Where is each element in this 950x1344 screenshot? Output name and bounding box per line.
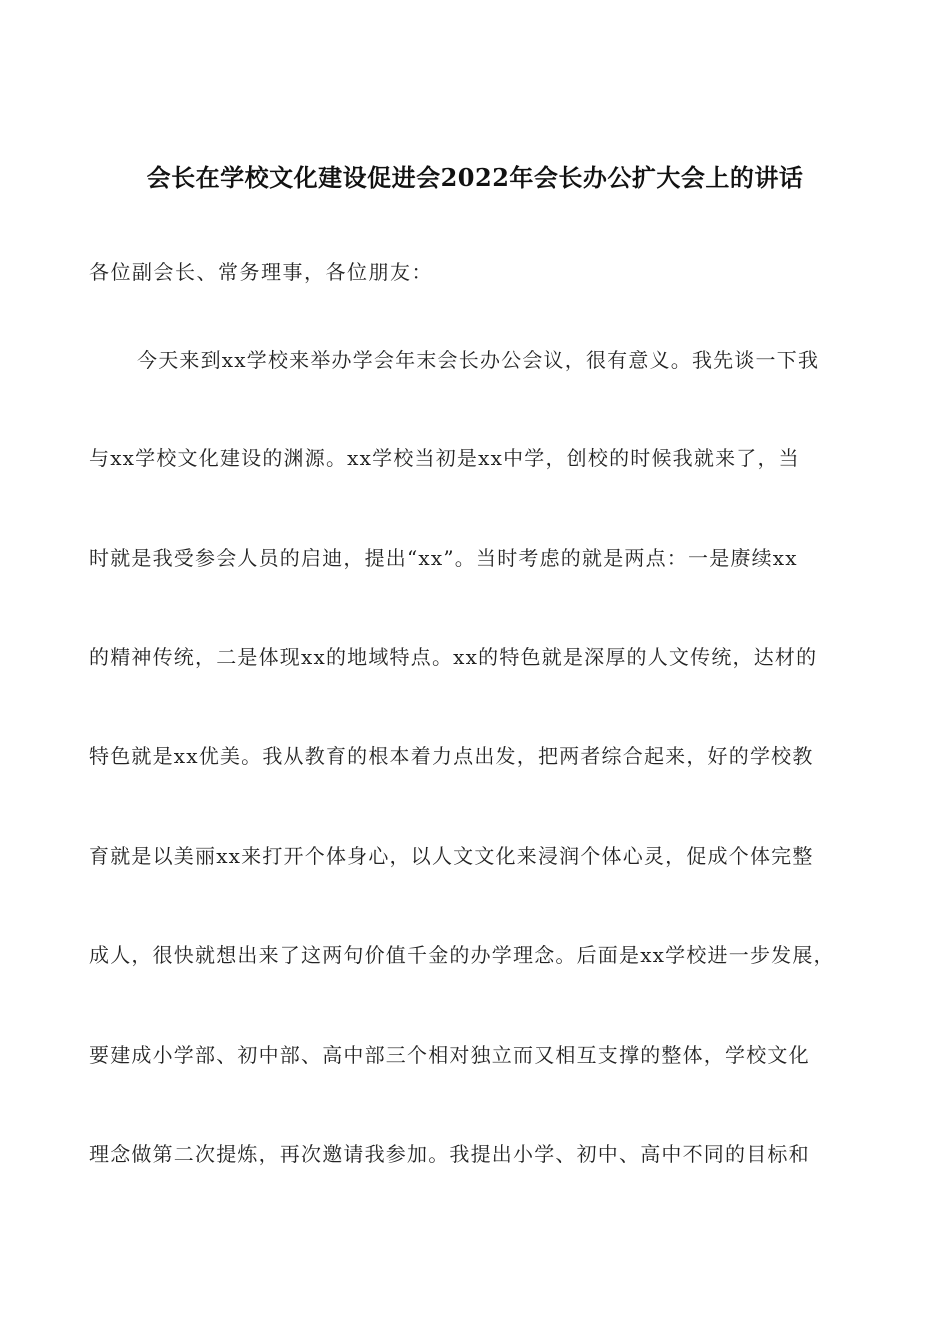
paragraph-line: 时就是我受参会人员的启迪，提出“xx”。当时考虑的就是两点：一是赓续xx xyxy=(89,546,798,570)
document-title: 会长在学校文化建设促进会2022年会长办公扩大会上的讲话 xyxy=(146,163,804,192)
paragraph-line: 与xx学校文化建设的渊源。xx学校当初是xx中学，创校的时候我就来了，当 xyxy=(89,446,800,470)
paragraph-line: 要建成小学部、初中部、高中部三个相对独立而又相互支撑的整体，学校文化 xyxy=(89,1043,810,1067)
paragraph-line: 成人，很快就想出来了这两句价值千金的办学理念。后面是xx学校进一步发展， xyxy=(89,943,835,967)
salutation: 各位副会长、常务理事，各位朋友： xyxy=(89,260,433,284)
paragraph-line: 特色就是xx优美。我从教育的根本着力点出发，把两者综合起来，好的学校教 xyxy=(89,744,814,768)
paragraph-line: 今天来到xx学校来举办学会年末会长办公会议，很有意义。我先谈一下我 xyxy=(137,348,820,372)
paragraph-line: 理念做第二次提炼，再次邀请我参加。我提出小学、初中、高中不同的目标和 xyxy=(89,1142,810,1166)
paragraph-line: 的精神传统，二是体现xx的地域特点。xx的特色就是深厚的人文传统，达材的 xyxy=(89,645,818,669)
paragraph-line: 育就是以美丽xx来打开个体身心，以人文文化来浸润个体心灵，促成个体完整 xyxy=(89,844,814,868)
